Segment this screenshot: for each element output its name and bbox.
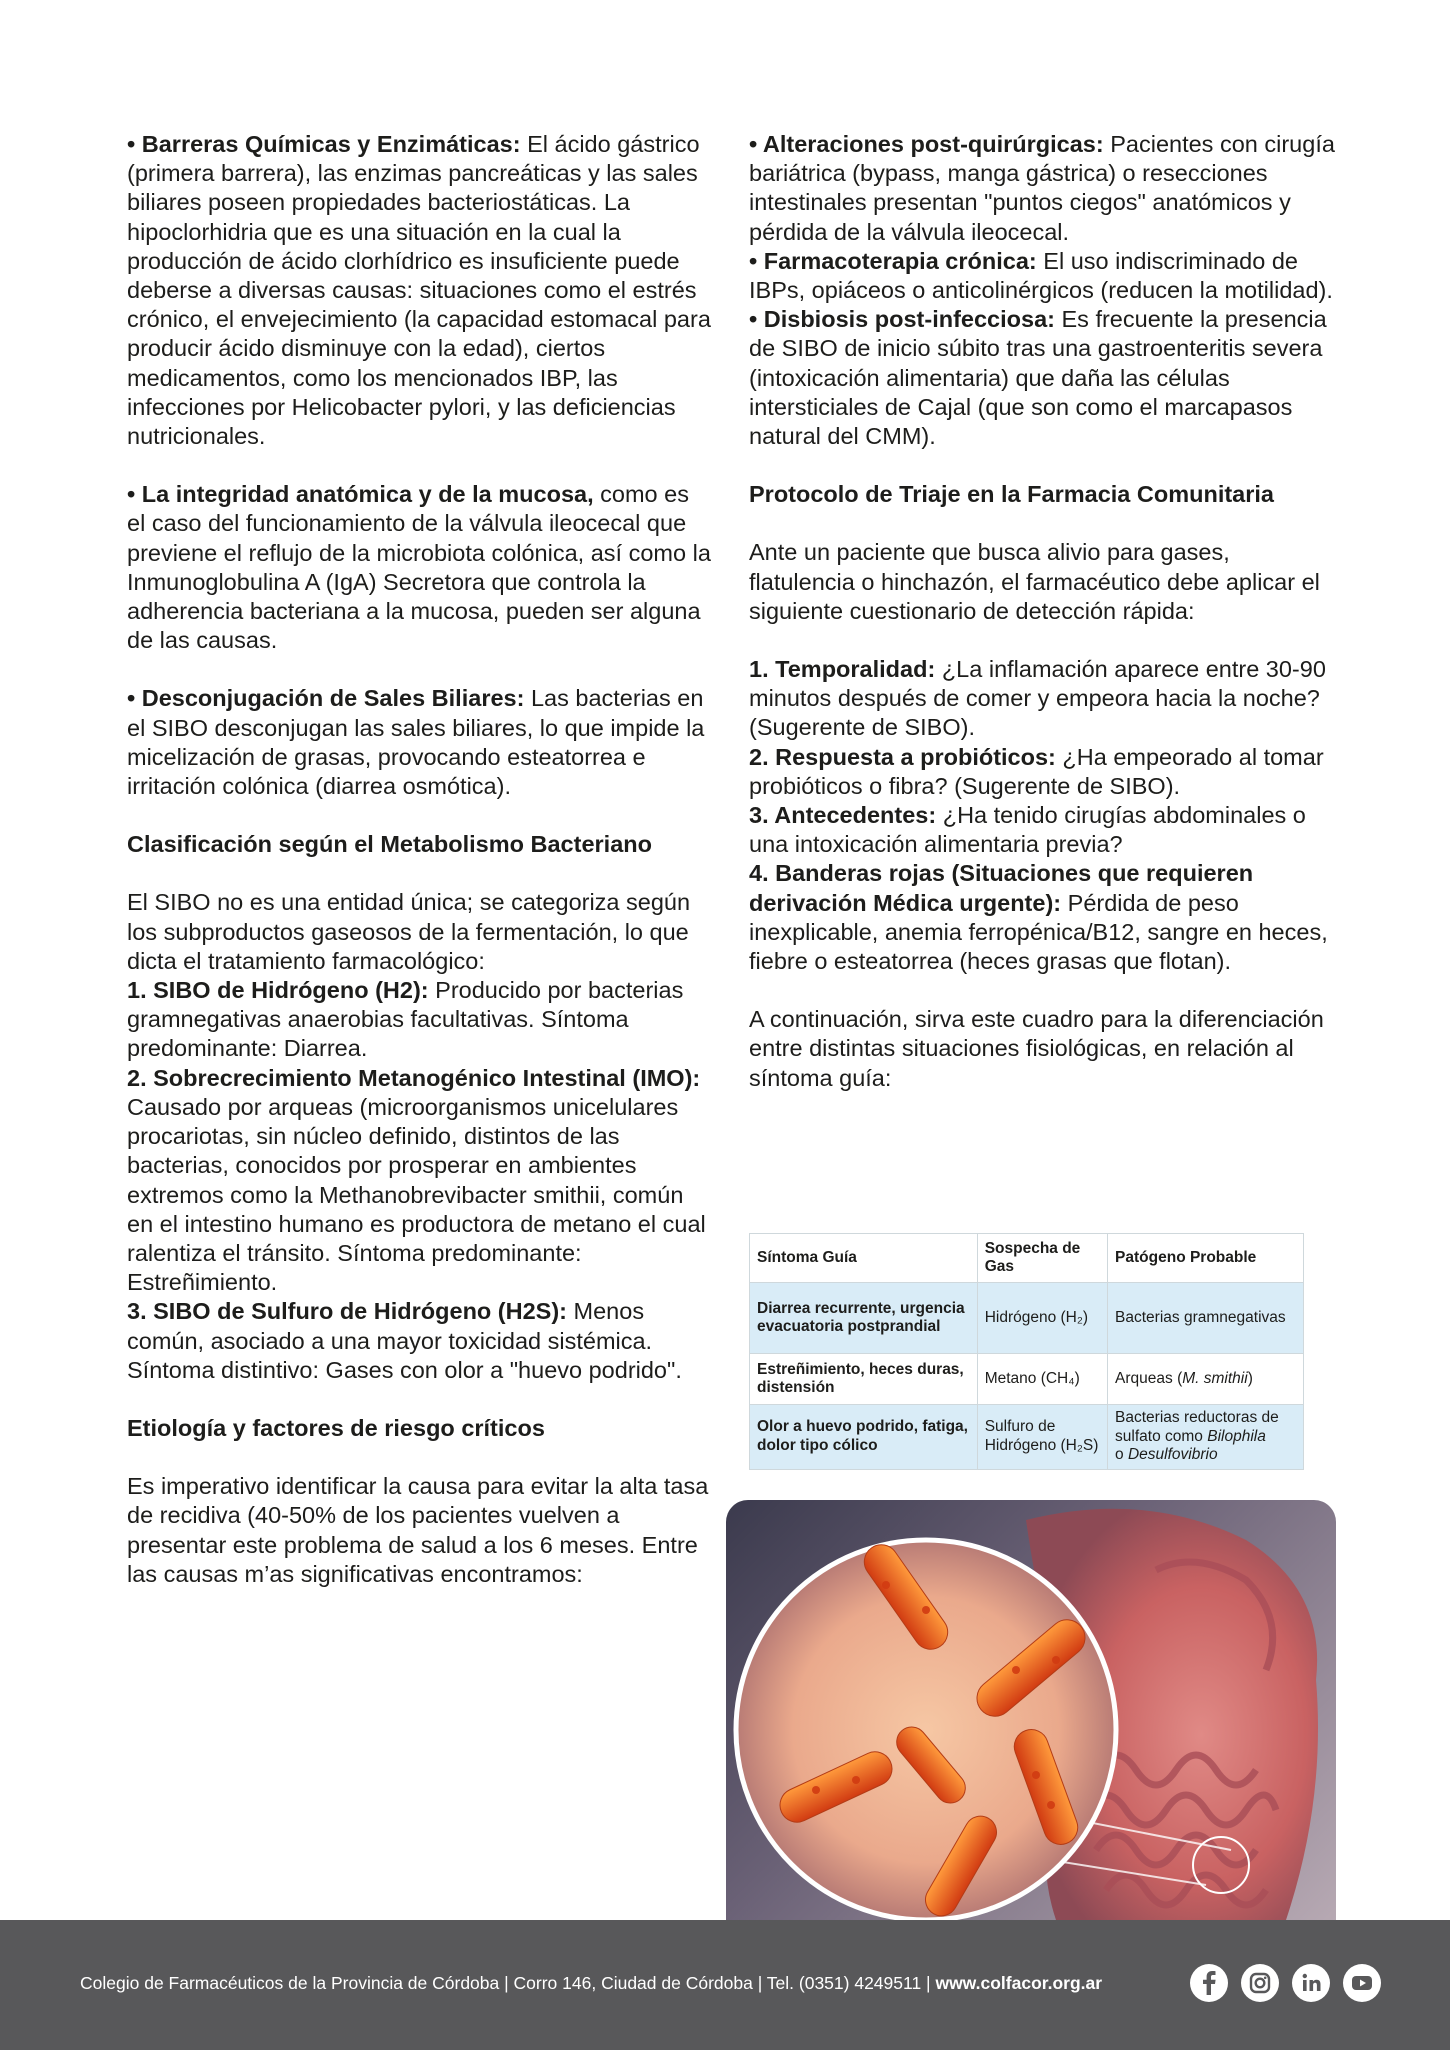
- paragraph-cuadro-intro: A continuación, sirva este cuadro para la diferenciación entre distintas situaciones fisiológicas, en relación al síntoma guía:: [749, 1006, 1324, 1091]
- table-header-row: [750, 1234, 1304, 1283]
- table-header: Patógeno Probable: [1108, 1234, 1304, 1283]
- list-item-sibo-h2s: 3. SIBO de Sulfuro de Hidrógeno (H2S): Menos común, asociado a una mayor toxicidad sistémica. Síntoma distintivo: Gases con olor a "huevo podrido".: [127, 1298, 682, 1383]
- linkedin-icon[interactable]: [1292, 1964, 1330, 2002]
- footer: [0, 1920, 1450, 2050]
- symptom-table: [749, 1233, 1304, 1470]
- right-column: [749, 130, 1339, 1093]
- table-cell: Sulfuro de Hidrógeno (H₂S): [977, 1405, 1107, 1470]
- list-item-temporalidad: 1. Temporalidad: ¿La inflamación aparece entre 30-90 minutos después de comer y empeora hacia la noche? (Sugerente de SIBO).: [749, 656, 1326, 741]
- table-cell: Bacterias reductoras de sulfato como Bilophila o Desulfovibrio: [1108, 1405, 1304, 1470]
- paragraph-desconjugacion: • Desconjugación de Sales Biliares: Las bacterias en el SIBO desconjugan las sales biliares, lo que impide la micelización de grasas, provocando esteatorrea e irritación colónica (diarrea osmótica).: [127, 685, 705, 800]
- list-item-probioticos: 2. Respuesta a probióticos: ¿Ha empeorado al tomar probióticos o fibra? (Sugerente de SIBO).: [749, 743, 1324, 799]
- table-cell: Olor a huevo podrido, fatiga, dolor tipo cólico: [750, 1405, 978, 1470]
- table-cell: Estreñimiento, heces duras, distensión: [750, 1354, 978, 1405]
- table-cell: Arqueas (M. smithii): [1108, 1354, 1304, 1405]
- paragraph-barreras: • Barreras Químicas y Enzimáticas: El ácido gástrico (primera barrera), las enzimas pancreáticas y las sales biliares poseen propiedades bacteriostáticas. La hipoclorhidria que es una situación en la cual la producción de ácido clorhídrico es insuficiente puede deberse a diversas causas: situaciones como el estrés crónico, el envejecimiento (la capacidad estomacal para producir ácido disminuye con la edad), ciertos medicamentos, como los mencionados IBP, las infecciones por Helicobacter pylori, y las deficiencias nutricionales.: [127, 131, 711, 450]
- website-link[interactable]: www.colfacor.org.ar: [935, 1973, 1103, 1993]
- table-row: [750, 1405, 1304, 1470]
- list-item-imo: 2. Sobrecrecimiento Metanogénico Intestinal (IMO): Causado por arqueas (microorganismos unicelulares procariotas, sin núcleo definido, distintos de las bacterias, conocidos por prosperar en ambientes extremos como la Methanobrevibacter smithii, común en el intestino humano es productora de metano el cual ralentiza el tránsito. Síntoma predominante: Estreñimiento.: [127, 1064, 706, 1296]
- list-item-antecedentes: 3. Antecedentes: ¿Ha tenido cirugías abdominales o una intoxicación alimentaria previa?: [749, 802, 1306, 858]
- paragraph-integridad: • La integridad anatómica y de la mucosa, como es el caso del funcionamiento de la válvula ileocecal que previene el reflujo de la microbiota colónica, así como la Inmunoglobulina A (IgA) Secretora que controla la adherencia bacteriana a la mucosa, pueden ser alguna de las causas.: [127, 481, 711, 654]
- footer-contact: Colegio de Farmacéuticos de la Provincia de Córdoba | Corro 146, Ciudad de Córdoba | Tel. (0351) 4249511 | www.colfacor.org.ar: [80, 1973, 1103, 1993]
- table-cell: Bacterias gramnegativas: [1108, 1283, 1304, 1354]
- list-item-banderas-rojas: 4. Banderas rojas (Situaciones que requieren derivación Médica urgente): Pérdida de peso inexplicable, anemia ferropénica/B12, sangre en heces, fiebre o esteatorrea (heces grasas que flotan).: [749, 860, 1328, 975]
- heading-clasificacion: Clasificación según el Metabolismo Bacteriano: [127, 831, 652, 858]
- table-cell: Metano (CH₄): [977, 1354, 1107, 1405]
- table-cell: Hidrógeno (H₂): [977, 1283, 1107, 1354]
- paragraph-triaje-intro: Ante un paciente que busca alivio para gases, flatulencia o hinchazón, el farmacéutico debe aplicar el siguiente cuestionario de detección rápida:: [749, 539, 1320, 624]
- heading-etiologia: Etiología y factores de riesgo críticos: [127, 1414, 545, 1441]
- table-cell: Diarrea recurrente, urgencia evacuatoria postprandial: [750, 1283, 978, 1354]
- bacteria-intestine-illustration: [726, 1500, 1336, 1920]
- list-item-disbiosis: • Disbiosis post-infecciosa: Es frecuente la presencia de SIBO de inicio súbito tras una gastroenteritis severa (intoxicación alimentaria) que daña las células intersticiales de Cajal (que son como el marcapasos natural del CMM).: [749, 306, 1327, 450]
- table-row: [750, 1354, 1304, 1405]
- table-header: Síntoma Guía: [750, 1234, 978, 1283]
- instagram-icon[interactable]: [1241, 1964, 1279, 2002]
- facebook-icon[interactable]: [1190, 1964, 1228, 2002]
- table-row: [750, 1283, 1304, 1354]
- youtube-icon[interactable]: [1343, 1964, 1381, 2002]
- table-header: Sospecha de Gas: [977, 1234, 1107, 1283]
- left-column: [127, 130, 712, 1589]
- paragraph-etiologia: Es imperativo identificar la causa para evitar la alta tasa de recidiva (40-50% de los pacientes vuelven a presentar este problema de salud a los 6 meses. Entre las causas m’as significativas encontramos:: [127, 1473, 709, 1587]
- illustration-graphic: [726, 1500, 1336, 1920]
- paragraph-clasif-intro: El SIBO no es una entidad única; se categoriza según los subproductos gaseosos de la fermentación, lo que dicta el tratamiento farmacológico:: [127, 889, 691, 974]
- list-item-farmacoterapia: • Farmacoterapia crónica: El uso indiscriminado de IBPs, opiáceos o anticolinérgicos (reducen la motilidad).: [749, 247, 1333, 304]
- heading-triaje: Protocolo de Triaje en la Farmacia Comunitaria: [749, 481, 1274, 508]
- list-item-sibo-h2: 1. SIBO de Hidrógeno (H2): Producido por bacterias gramnegativas anaerobias facultativas. Síntoma predominante: Diarrea.: [127, 977, 684, 1062]
- list-item-post-quirurgicas: • Alteraciones post-quirúrgicas: Pacientes con cirugía bariátrica (bypass, manga gástrica) o resecciones intestinales presentan "puntos ciegos" anatómicos y pérdida de la válvula ileocecal.: [749, 131, 1335, 245]
